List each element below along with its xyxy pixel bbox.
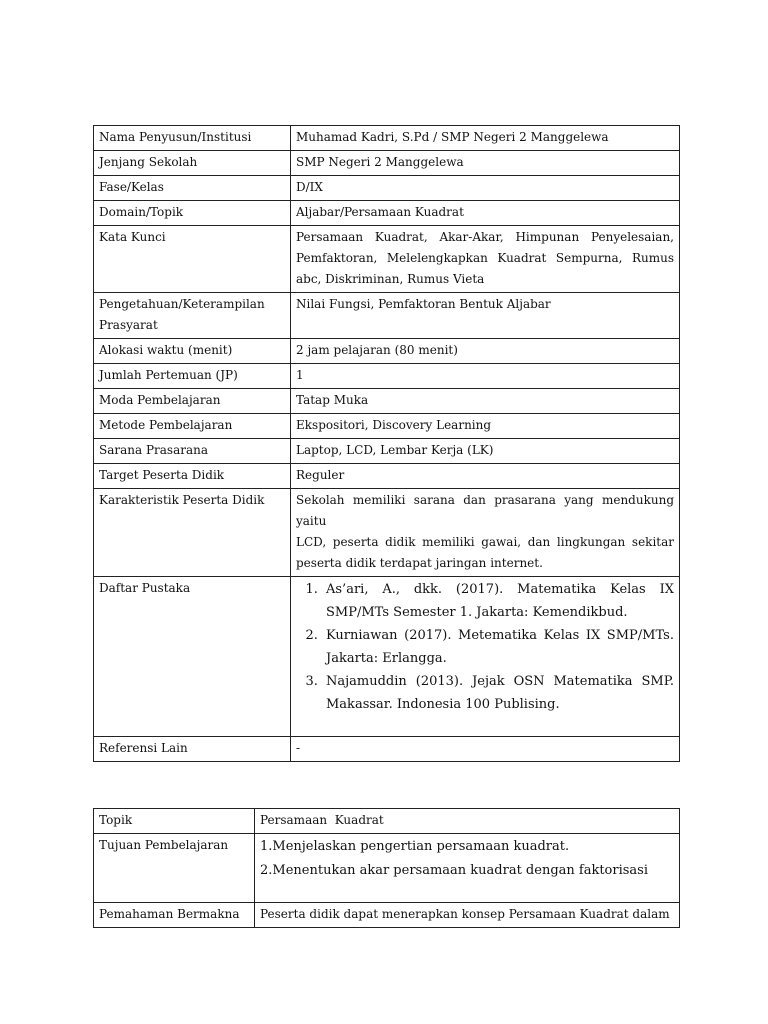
keywords-line: Pemfaktoran, Melelengkapkan Kuadrat Sempurna, Rumus <box>296 251 674 265</box>
row-label: Domain/Topik <box>94 201 291 226</box>
characteristics-line: LCD, peserta didik memiliki gawai, dan lingkungan sekitar <box>296 535 674 549</box>
row-label: Nama Penyusun/Institusi <box>94 126 291 151</box>
row-value: Nilai Fungsi, Pemfaktoran Bentuk Aljabar <box>291 293 680 339</box>
table-row <box>94 809 680 834</box>
table-row <box>94 737 680 762</box>
row-value <box>291 489 680 577</box>
characteristics-line: Sekolah memiliki sarana dan prasarana yang mendukung yaitu <box>296 493 674 528</box>
row-label: Karakteristik Peserta Didik <box>94 489 291 577</box>
row-label: Pemahaman Bermakna <box>94 903 255 928</box>
keywords-line: abc, Diskriminan, Rumus Vieta <box>296 272 485 286</box>
row-label: Daftar Pustaka <box>94 577 291 737</box>
row-label: Topik <box>94 809 255 834</box>
table-row <box>94 577 680 737</box>
reference-item: 1. As’ari, A., dkk. (2017). Matematika Kelas IX SMP/MTs Semester 1. Jakarta: Kemendikbud. <box>322 578 674 624</box>
row-value <box>291 577 680 737</box>
row-value: Muhamad Kadri, S.Pd / SMP Negeri 2 Manggelewa <box>291 126 680 151</box>
row-value: Peserta didik dapat menerapkan konsep Persamaan Kuadrat dalam <box>255 903 680 928</box>
row-label: Jumlah Pertemuan (JP) <box>94 364 291 389</box>
table-row <box>94 414 680 439</box>
topic-table <box>93 808 680 928</box>
row-value: Ekspositori, Discovery Learning <box>291 414 680 439</box>
row-value: Tatap Muka <box>291 389 680 414</box>
identity-table <box>93 125 680 762</box>
table-row <box>94 339 680 364</box>
row-value: Aljabar/Persamaan Kuadrat <box>291 201 680 226</box>
table-row <box>94 364 680 389</box>
characteristics-line: peserta didik terdapat jaringan internet. <box>296 556 543 570</box>
table-row <box>94 834 680 903</box>
table-row <box>94 151 680 176</box>
row-label: Fase/Kelas <box>94 176 291 201</box>
table-row <box>94 176 680 201</box>
reference-item: 2. Kurniawan (2017). Metematika Kelas IX SMP/MTs. Jakarta: Erlangga. <box>322 624 674 670</box>
row-label: Tujuan Pembelajaran <box>94 834 255 903</box>
keywords-line: Persamaan Kuadrat, Akar-Akar, Himpunan Penyelesaian, <box>296 230 674 244</box>
row-value: Persamaan Kuadrat <box>255 809 680 834</box>
row-label: Alokasi waktu (menit) <box>94 339 291 364</box>
row-value: 1 <box>291 364 680 389</box>
table-row <box>94 201 680 226</box>
row-value: SMP Negeri 2 Manggelewa <box>291 151 680 176</box>
row-label: Target Peserta Didik <box>94 464 291 489</box>
objective-item: 1.Menjelaskan pengertian persamaan kuadrat. <box>260 839 570 854</box>
row-label: Kata Kunci <box>94 226 291 293</box>
row-label: Sarana Prasarana <box>94 439 291 464</box>
row-label: Metode Pembelajaran <box>94 414 291 439</box>
row-value: Reguler <box>291 464 680 489</box>
row-value: Laptop, LCD, Lembar Kerja (LK) <box>291 439 680 464</box>
table-row <box>94 389 680 414</box>
reference-list <box>296 578 674 716</box>
objective-item: 2.Menentukan akar persamaan kuadrat dengan faktorisasi <box>260 863 649 878</box>
table-row <box>94 439 680 464</box>
row-value: D/IX <box>291 176 680 201</box>
table-row <box>94 903 680 928</box>
table-row <box>94 226 680 293</box>
row-label: Jenjang Sekolah <box>94 151 291 176</box>
reference-item: 3. Najamuddin (2013). Jejak OSN Matematika SMP. Makassar. Indonesia 100 Publising. <box>322 670 674 716</box>
table-row <box>94 464 680 489</box>
table-row <box>94 293 680 339</box>
row-value: 2 jam pelajaran (80 menit) <box>291 339 680 364</box>
row-label <box>94 293 291 339</box>
row-label: Referensi Lain <box>94 737 291 762</box>
table-row <box>94 489 680 577</box>
table-row <box>94 126 680 151</box>
label-line: Pengetahuan/Keterampilan <box>99 297 265 311</box>
row-value: - <box>291 737 680 762</box>
row-label: Moda Pembelajaran <box>94 389 291 414</box>
row-value <box>291 226 680 293</box>
label-line: Prasyarat <box>99 318 158 332</box>
row-value <box>255 834 680 903</box>
